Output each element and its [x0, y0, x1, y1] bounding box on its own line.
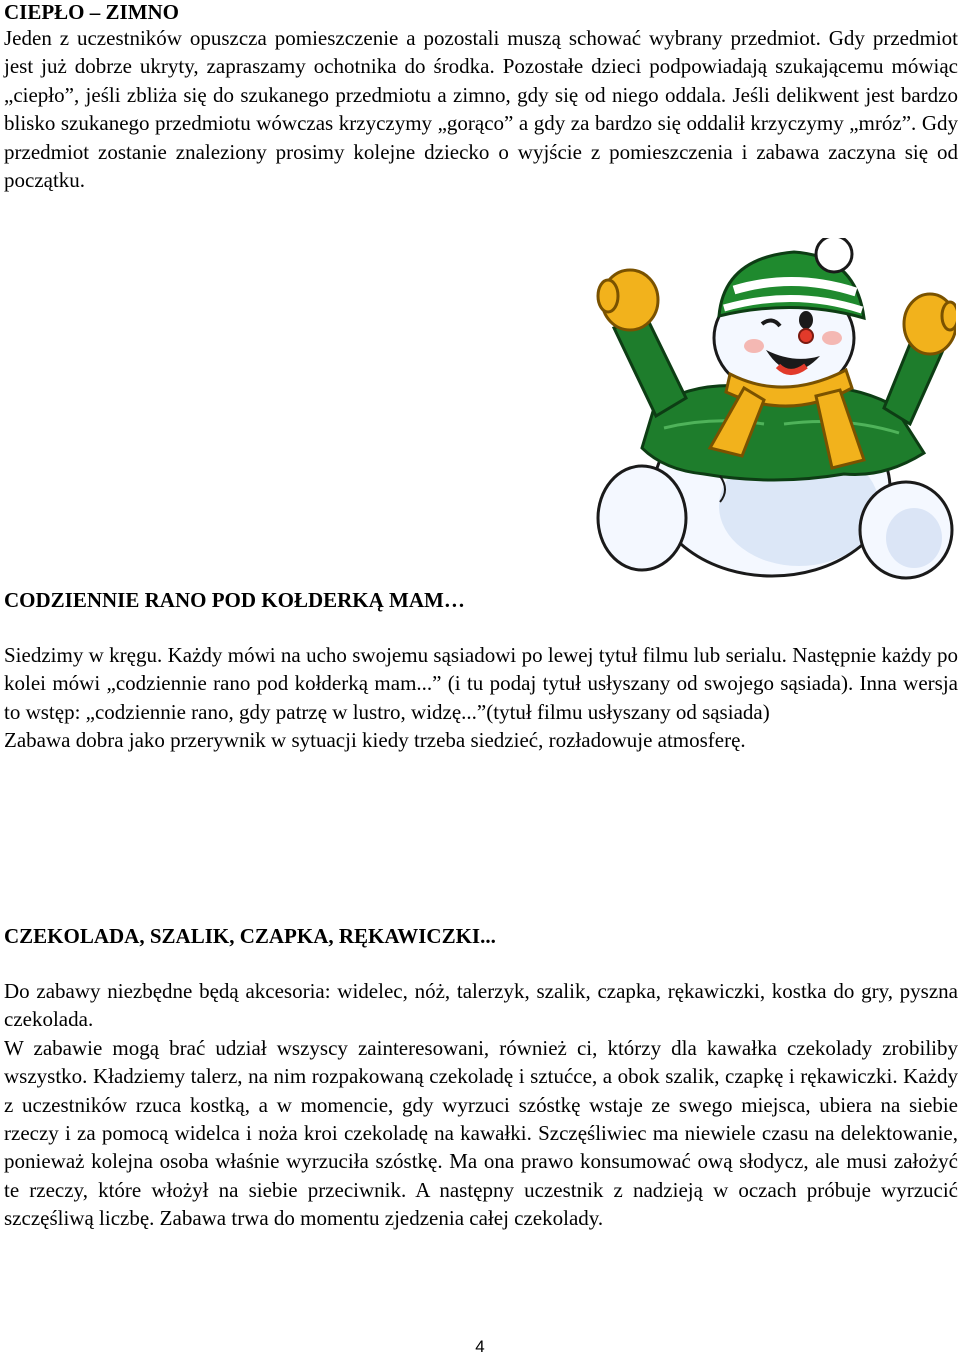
section-body-czekolada: [4, 977, 958, 1233]
snowman-illustration: [594, 238, 956, 580]
section-text-czekolada-rules: W zabawie mogą brać udział wszyscy zainteresowani, również ci, którzy dla kawałka czekolady zrobiliby wszystko. Kładziemy talerz, na nim rozpakowaną czekoladę i sztućce, a obok szalik, czapkę i rękawiczki. Każdy z uczestników rzuca kostką, a w momencie, gdy wyrzuci szóstkę wstaje ze swego miejsca, ubiera na siebie rzeczy i za pomocą widelca i noża kroi czekoladę na kawałki. Szczęśliwiec ma niewiele czasu na delektowanie, ponieważ kolejna osoba właśnie wyrzuciła szóstkę. Ma ona prawo konsumować ową słodycz, ale musi założyć te rzeczy, które włożył na siebie przeciwnik. A następny uczestnik z nadzieją w oczach próbuje wyrzucić szczęśliwą liczbę. Zabawa trwa do momentu zjedzenia całej czekolady.: [4, 1035, 958, 1231]
section-text-codziennie-rano-note: Zabawa dobra jako przerywnik w sytuacji kiedy trzeba siedzieć, rozładowuje atmosferę.: [4, 728, 746, 753]
section-text-codziennie-rano: Siedzimy w kręgu. Każdy mówi na ucho swojemu sąsiadowi po lewej tytuł filmu lub serialu. Następnie każdy po kolei mówi „codziennie rano pod kołderką mam...” (i tu podaj tytuł usłyszany od swojego sąsiada). Inna wersja to wstęp: „codziennie rano, gdy patrzę w lustro, widzę...”(tytuł filmu usłyszany od sąsiada): [4, 643, 958, 724]
section-text-czekolada-accessories: Do zabawy niezbędne będą akcesoria: widelec, nóż, talerzyk, szalik, czapka, rękawiczki, kostka do gry, pyszna czekolada.: [4, 979, 958, 1032]
section-body-codziennie-rano: [4, 641, 958, 755]
document-page: [4, 0, 958, 1231]
section-title-czekolada: CZEKOLADA, SZALIK, CZAPKA, RĘKAWICZKI...: [4, 924, 496, 948]
page-number: 4: [475, 1337, 485, 1356]
section-title-codziennie-rano: CODZIENNIE RANO POD KOŁDERKĄ MAM…: [4, 588, 465, 612]
section-title-cieplo-zimno: CIEPŁO – ZIMNO: [4, 0, 180, 24]
section-text-cieplo-zimno: Jeden z uczestników opuszcza pomieszczenie a pozostali muszą schować wybrany przedmiot. Gdy przedmiot jest już dobrze ukryty, zapraszamy ochotnika do środka. Pozostałe dzieci podpowiadają szukającemu mówiąc „ciepło”, jeśli zbliża się do szukanego przedmiotu a zimno, gdy się od niego oddala. Jeśli delikwent jest bardzo blisko szukanego przedmiotu wówczas krzyczymy „gorąco” a gdy za bardzo się oddalił krzyczymy „mróz”. Gdy przedmiot zostanie znaleziony prosimy kolejne dziecko o wyjście z pomieszczenia i zabawa zaczyna się od początku.: [4, 26, 958, 193]
snowman-icon: [594, 238, 956, 580]
